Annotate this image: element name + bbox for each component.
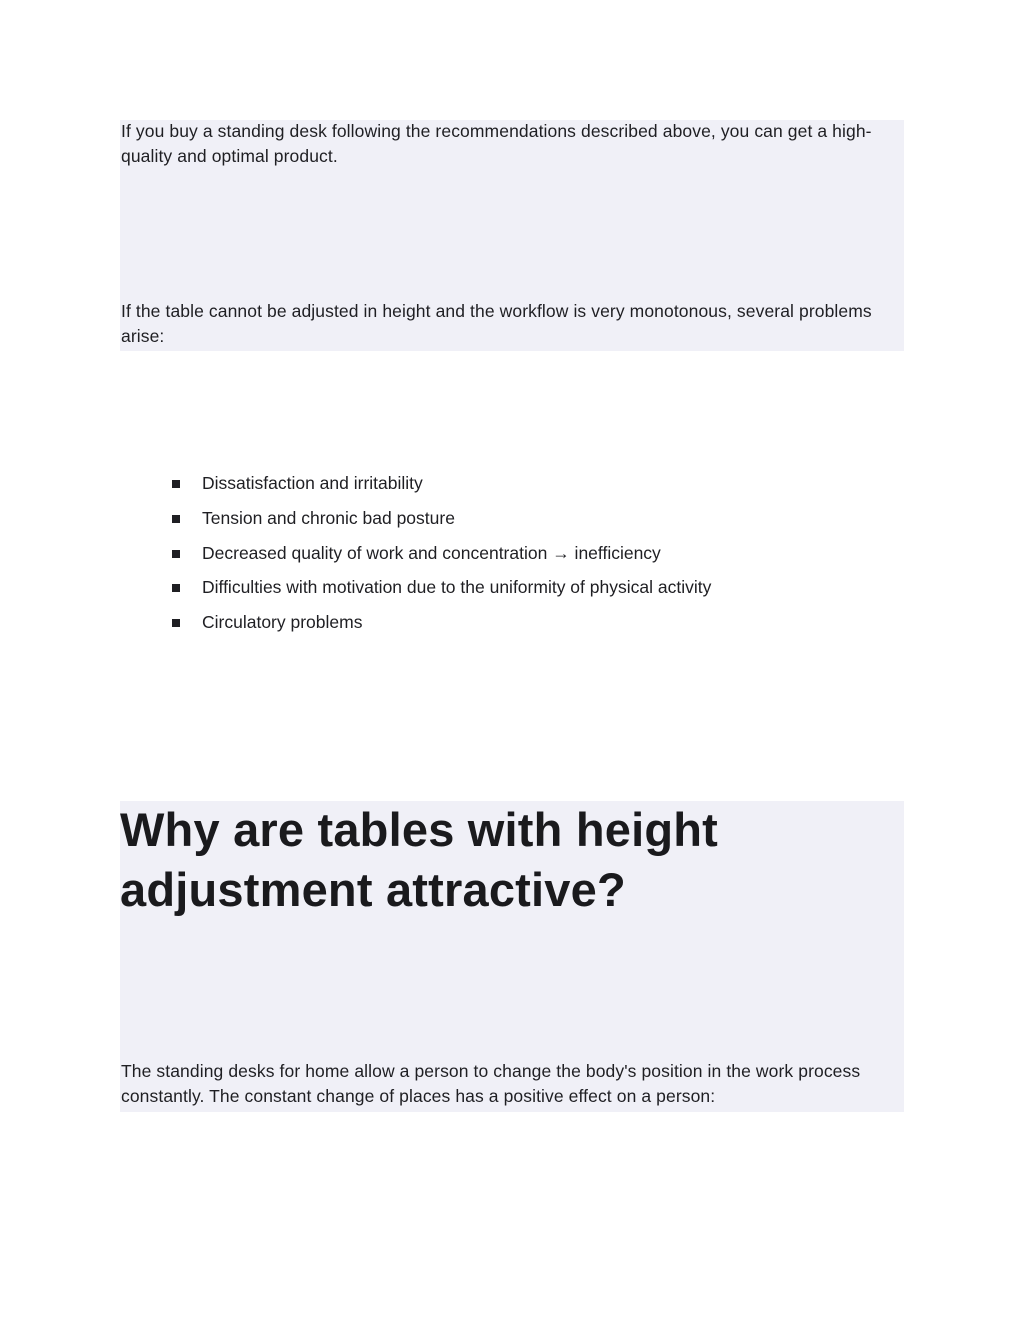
square-bullet-icon xyxy=(172,619,180,627)
list-item-text: Dissatisfaction and irritability xyxy=(202,473,423,493)
square-bullet-icon xyxy=(172,480,180,488)
list-item-text: Decreased quality of work and concentration → inefficiency xyxy=(202,542,661,563)
list-item-text: Difficulties with motivation due to the uniformity of physical activity xyxy=(202,577,712,598)
intro-paragraph: If you buy a standing desk following the recommendations described above, you can get a high-quality and optimal product. xyxy=(121,121,872,166)
problems-lead-paragraph: If the table cannot be adjusted in height and the workflow is very monotonous, several problems arise: xyxy=(121,301,872,346)
list-item-text: Circulatory problems xyxy=(202,612,363,632)
standing-desks-paragraph: The standing desks for home allow a person to change the body's position in the work process constantly. The constant change of places has a positive effect on a person: xyxy=(121,1061,861,1106)
list-item-text: Tension and chronic bad posture xyxy=(202,507,455,528)
section-heading: Why are tables with height adjustment attractive? xyxy=(120,803,719,916)
square-bullet-icon xyxy=(172,550,180,558)
square-bullet-icon xyxy=(172,515,180,523)
square-bullet-icon xyxy=(172,584,180,592)
